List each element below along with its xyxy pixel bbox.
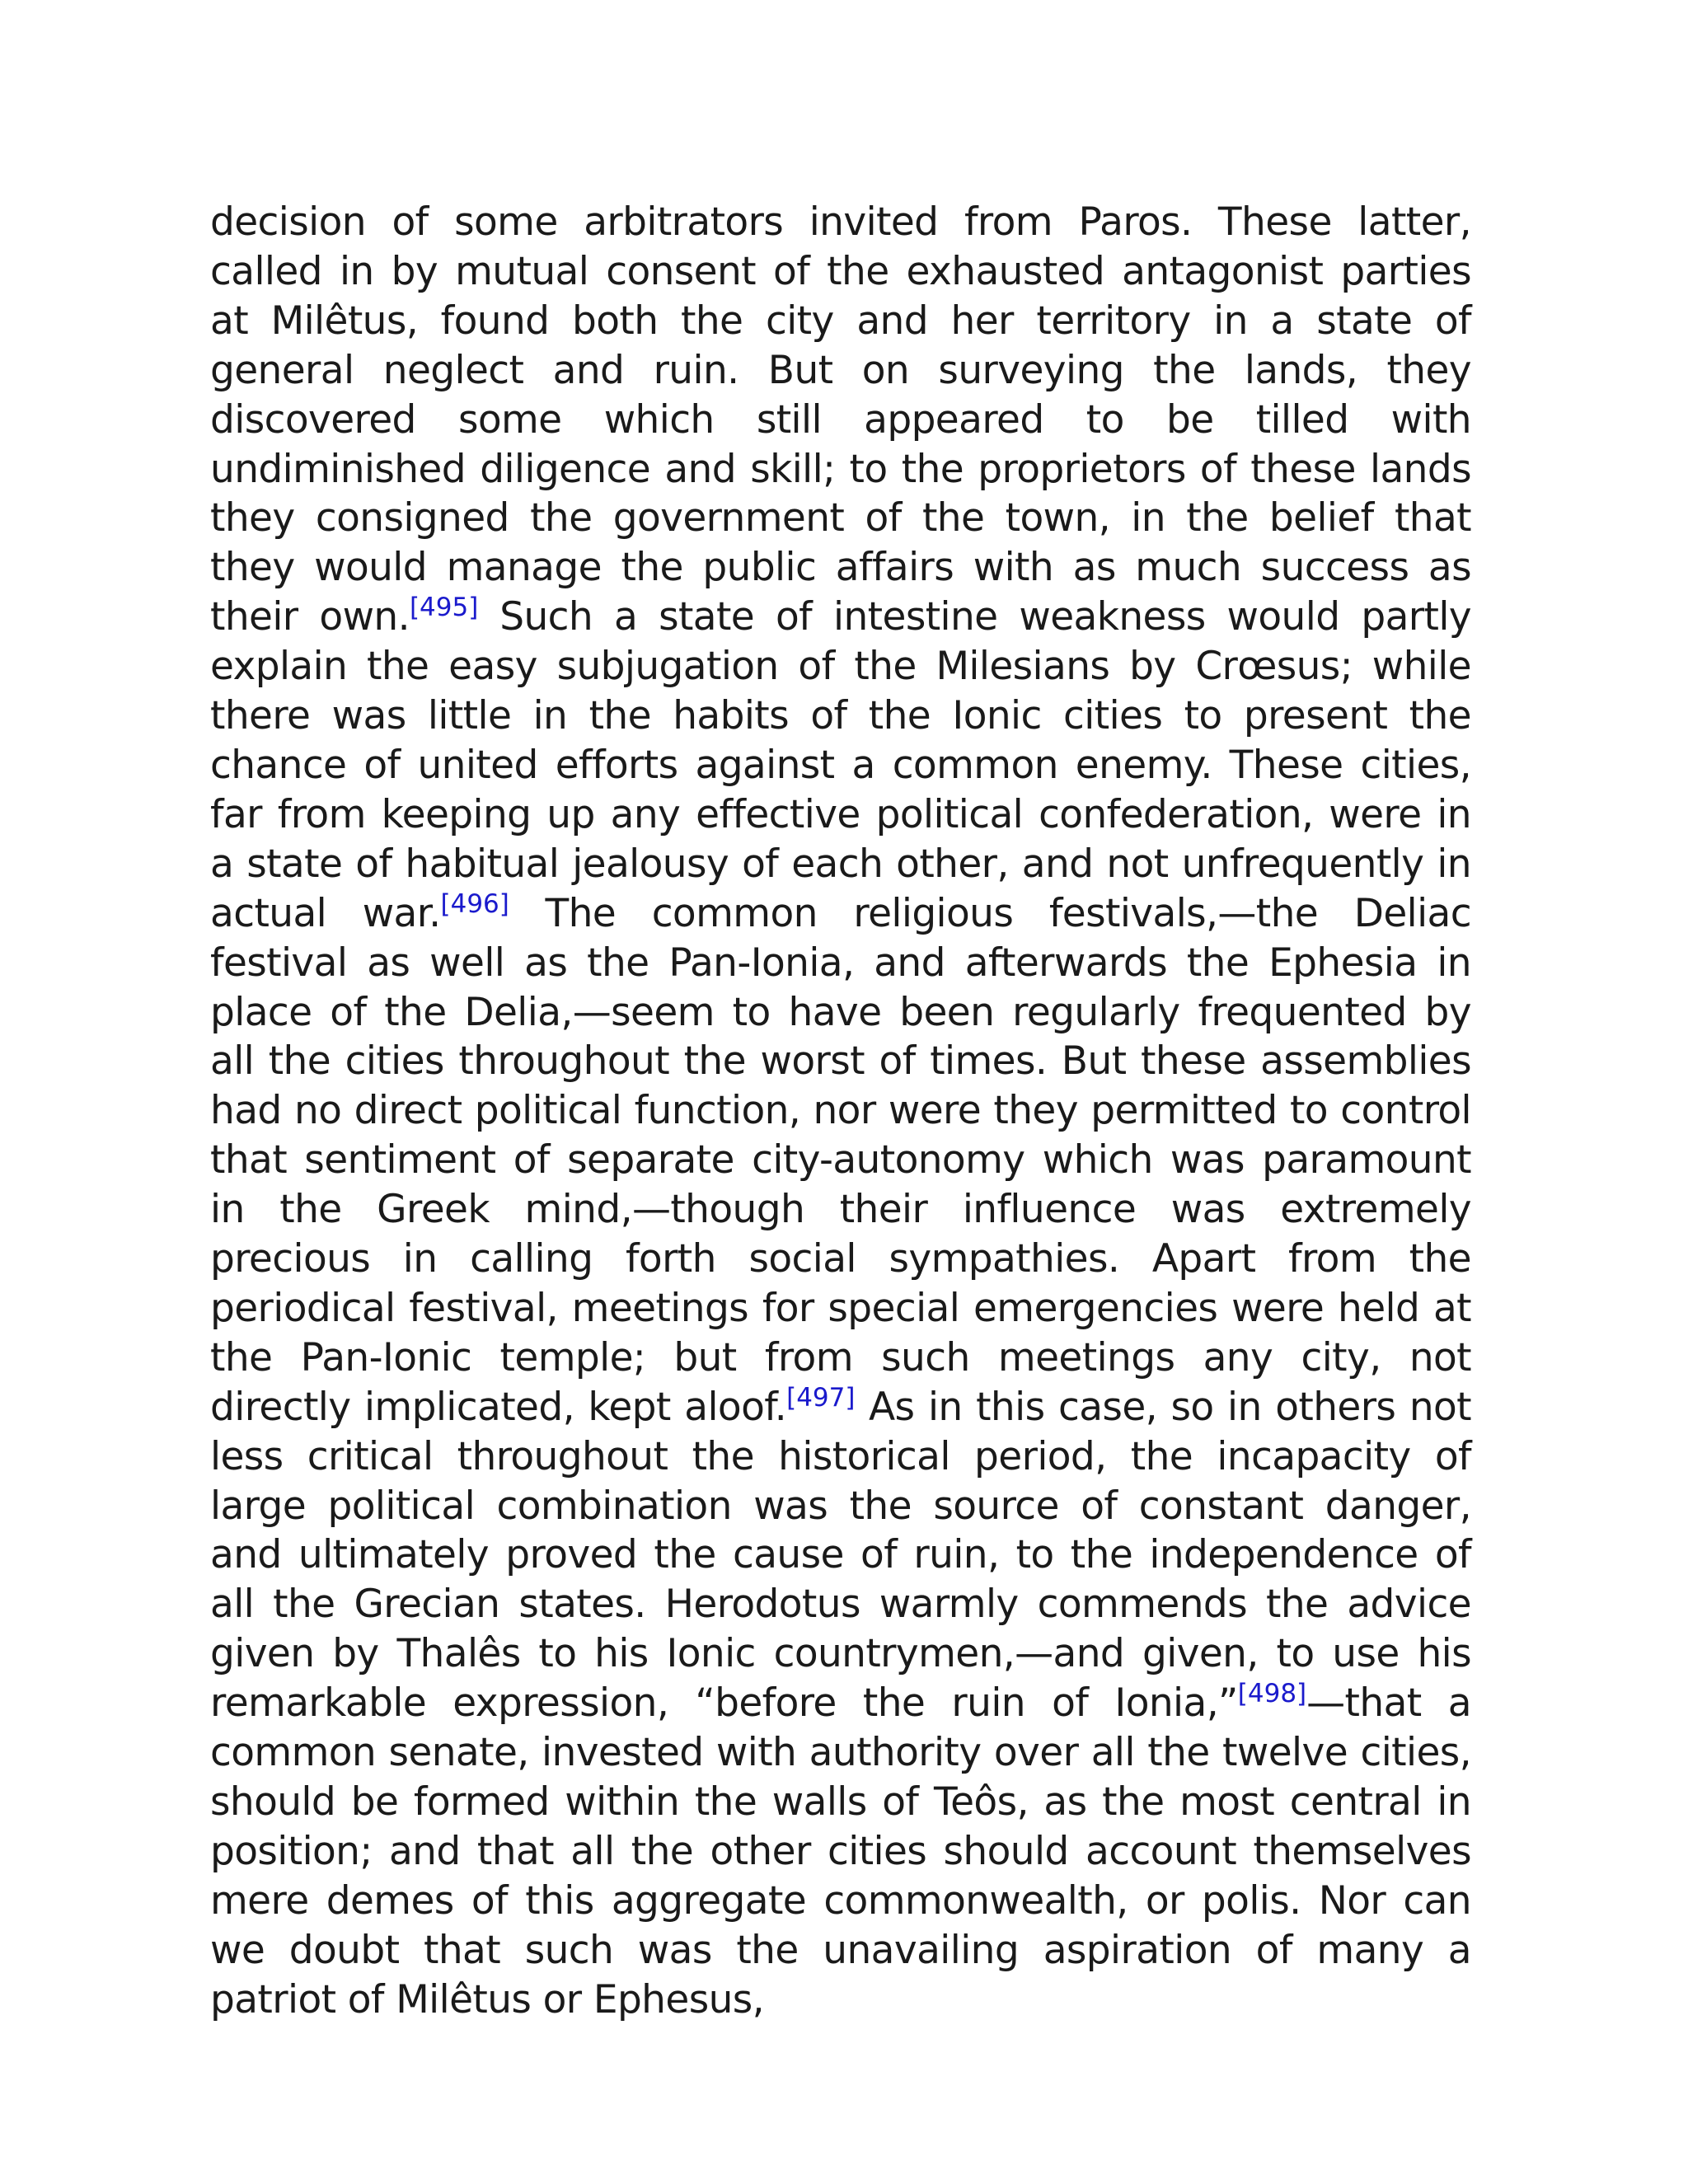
- footnote-link-497[interactable]: [497]: [786, 1382, 856, 1413]
- text-segment-2: Such a state of intestine weakness would partly explain the easy subjugation of the Milesians by Crœsus; while there was little in the habits of the Ionic cities to present the chance of united efforts against a common enemy. These cities, far from keeping up any effective political confederation, were in a state of habitual jealousy of each other, and not unfrequently in actual war.: [210, 594, 1471, 936]
- text-segment-5: —that a common senate, invested with authority over all the twelve cities, should be formed within the walls of Teôs, as the most central in position; and that all the other cities should account themselves mere demes of this aggregate commonwealth, or polis. Nor can we doubt that such was the unavailing aspiration of many a patriot of Milêtus or Ephesus,: [210, 1680, 1471, 2022]
- footnote-link-498[interactable]: [498]: [1237, 1679, 1307, 1709]
- text-segment-3: The common religious festivals,—the Deliac festival as well as the Pan-Ionia, and afterwards the Ephesia in place of the Delia,—seem to have been regularly frequented by all the cities throughout the worst of times. But these assemblies had no direct political function, nor were they permitted to control that sentiment of separate city-autonomy which was paramount in the Greek mind,—though their influence was extremely precious in calling forth social sympathies. Apart from the periodical festival, meetings for special emergencies were held at the Pan-Ionic temple; but from such meetings any city, not directly implicated, kept aloof.: [210, 890, 1471, 1430]
- text-segment-1: decision of some arbitrators invited from Paros. These latter, called in by mutual consent of the exhausted antagonist parties at Milêtus, found both the city and her territory in a state of general neglect and ruin. But on surveying the lands, they discovered some which still appeared to be tilled with undiminished diligence and skill; to the proprietors of these lands they consigned the government of the town, in the belief that they would manage the public affairs with as much success as their own.: [210, 199, 1471, 640]
- footnote-link-496[interactable]: [496]: [440, 888, 509, 919]
- footnote-link-495[interactable]: [495]: [409, 593, 479, 623]
- page-content: [210, 198, 1471, 2025]
- text-segment-4: As in this case, so in others not less critical throughout the historical period, the incapacity of large political combination was the source of constant danger, and ultimately proved the cause of ruin, to the independence of all the Grecian states. Herodotus warmly commends the advice given by Thalês to his Ionic countrymen,—and given, to use his remarkable expression, “before the ruin of Ionia,”: [210, 1384, 1471, 1727]
- body-paragraph: [210, 198, 1471, 2025]
